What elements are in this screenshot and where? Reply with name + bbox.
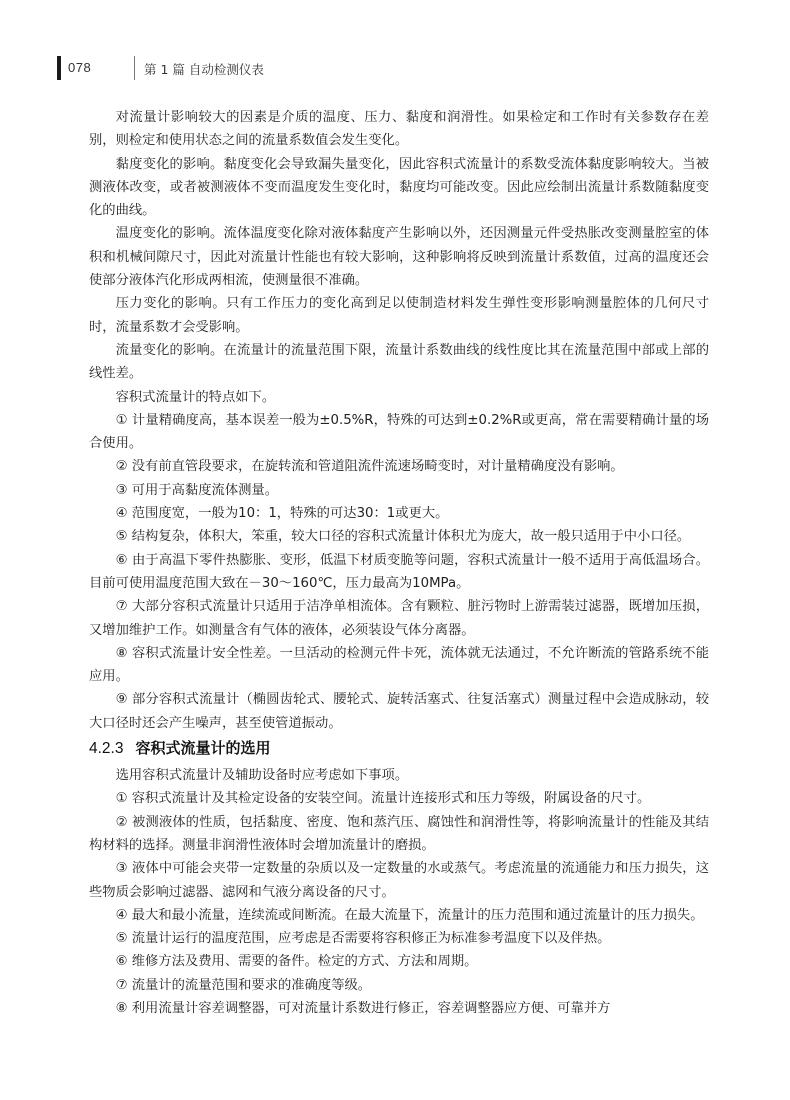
page-number: 078 <box>68 60 92 75</box>
paragraph: 容积式流量计的特点如下。 <box>115 389 276 405</box>
list-item: ⑤ 流量计运行的温度范围，应考虑是否需要将容积修正为标准参考温度下以及伴热。 <box>115 931 611 947</box>
list-item: ④ 范围度宽，一般为10：1，特殊的可达30：1或更大。 <box>115 506 449 522</box>
list-item: ② 被测液体的性质，包括黏度、密度、饱和蒸汽压、腐蚀性和润滑性等，将影响流量计的性能及其结构材料的选择。测量非润滑性液体时会增加流量计的磨损。 <box>89 814 709 853</box>
list-item: ① 计量精确度高，基本误差一般为±0.5%R，特殊的可达到±0.2%R或更高，常在需要精确计量的场合使用。 <box>89 412 709 452</box>
list-item: ② 没有前直管段要求，在旋转流和管道阻流件流速场畸变时，对计量精确度没有影响。 <box>115 459 624 475</box>
list-item: ④ 最大和最小流量，连续流或间断流。在最大流量下，流量计的压力范围和通过流量计的压力损失。 <box>115 907 704 923</box>
page-header <box>0 56 790 80</box>
header-separator <box>134 56 135 80</box>
list-item: ⑥ 维修方法及费用、需要的备件。检定的方式、方法和周期。 <box>115 954 478 970</box>
paragraph: 选用容积式流量计及辅助设备时应考虑如下事项。 <box>115 768 409 784</box>
list-item: ⑦ 流量计的流量范围和要求的准确度等级。 <box>115 977 372 993</box>
paragraph: 黏度变化的影响。黏度变化会导致漏失量变化，因此容积式流量计的系数受流体黏度影响较大。当被测液体改变，或者被测液体不变而温度发生变化时，黏度均可能改变。因此应绘制出流量计系数随黏度变化的曲线。 <box>89 156 709 219</box>
list-item: ③ 液体中可能会夹带一定数量的杂质以及一定数量的水或蒸气。考虑流量的流通能力和压力损失，这些物质会影响过滤器、滤网和气液分离设备的尺寸。 <box>89 861 709 900</box>
section-body-1 <box>89 106 709 735</box>
chapter-title: 第 1 篇 自动检测仪表 <box>144 62 264 77</box>
section-heading <box>89 737 709 762</box>
list-item: ⑦ 大部分容积式流量计只适用于洁净单相流体。含有颗粒、脏污物时上游需装过滤器，既增加压损，又增加维护工作。如测量含有气体的液体，必须装设气体分离器。 <box>89 599 709 638</box>
paragraph: 压力变化的影响。只有工作压力的变化高到足以使制造材料发生弹性变形影响测量腔体的几何尺寸时，流量系数才会受影响。 <box>89 296 709 335</box>
section-body-2 <box>89 764 709 1020</box>
list-item: ⑧ 容积式流量计安全性差。一旦活动的检测元件卡死，流体就无法通过，不允许断流的管路系统不能应用。 <box>89 645 709 685</box>
paragraph: 对流量计影响较大的因素是介质的温度、压力、黏度和润滑性。如果检定和工作时有关参数存在差别，则检定和使用状态之间的流量系数值会发生变化。 <box>89 110 709 149</box>
paragraph: 温度变化的影响。流体温度变化除对液体黏度产生影响以外，还因测量元件受热胀改变测量腔室的体积和机械间隙尺寸，因此对流量计性能也有较大影响，这种影响将反映到流量计系数值，过高的温度还会使部分液体汽化形成两相流，使测量很不准确。 <box>89 226 709 289</box>
section-number: 4.2.3 <box>89 740 124 758</box>
list-item: ⑥ 由于高温下零件热膨胀、变形，低温下材质变脆等问题，容积式流量计一般不适用于高低温场合。目前可使用温度范围大致在－30～160℃，压力最高为10MPa。 <box>89 552 709 591</box>
page-body <box>89 106 709 1020</box>
list-item: ⑧ 利用流量计容差调整器，可对流量计系数进行修正，容差调整器应方便、可靠并方 <box>115 1000 611 1016</box>
list-item: ⑤ 结构复杂，体积大，笨重，较大口径的容积式流量计体积尤为庞大，故一般只适用于中小口径。 <box>115 529 691 545</box>
list-item: ⑨ 部分容积式流量计（椭圆齿轮式、腰轮式、旋转活塞式、往复活塞式）测量过程中会造成脉动，较大口径时还会产生噪声，甚至使管道振动。 <box>89 692 709 731</box>
list-item: ① 容积式流量计及其检定设备的安装空间。流量计连接形式和压力等级，附属设备的尺寸。 <box>115 791 651 807</box>
paragraph: 流量变化的影响。在流量计的流量范围下限，流量计系数曲线的线性度比其在流量范围中部或上部的线性差。 <box>89 342 709 382</box>
header-bar <box>57 56 61 80</box>
section-title: 容积式流量计的选用 <box>135 739 271 758</box>
list-item: ③ 可用于高黏度流体测量。 <box>115 482 279 498</box>
